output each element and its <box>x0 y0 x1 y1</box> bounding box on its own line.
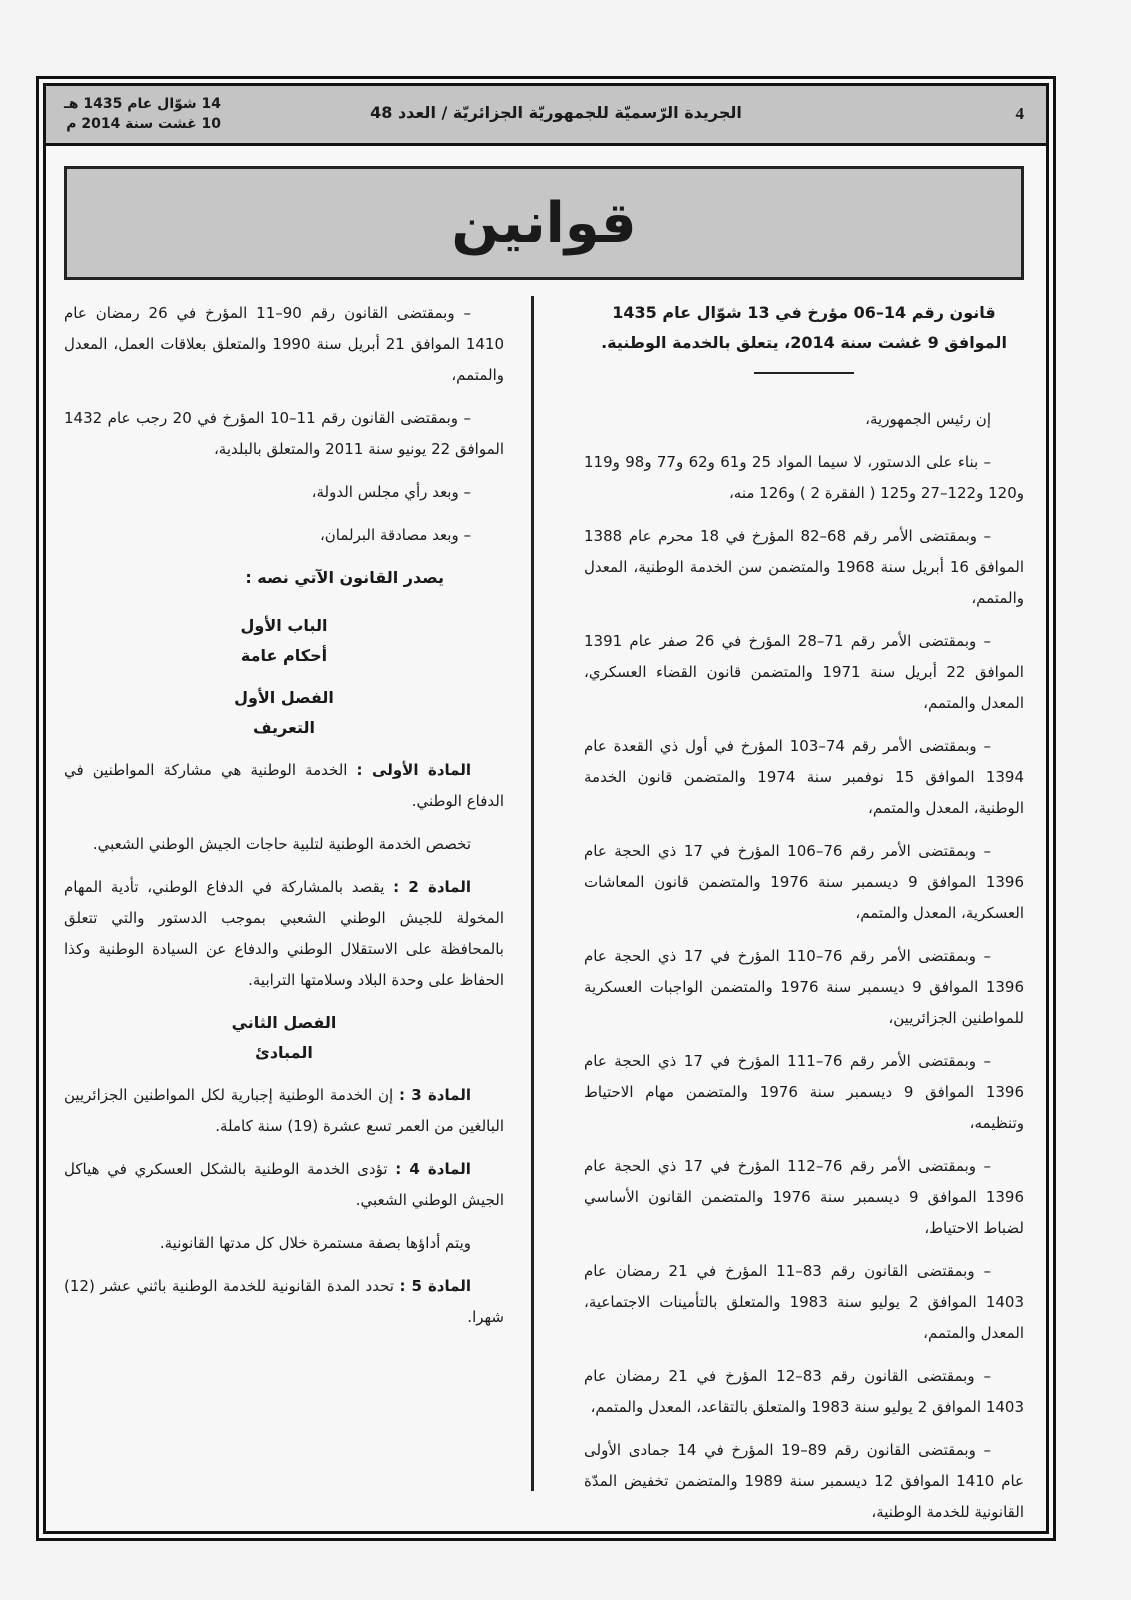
article-text: الخدمة الوطنية هي مشاركة المواطنين في الدفاع الوطني. <box>64 761 504 810</box>
preamble-paragraph: – وبمقتضى القانون رقم 90–11 المؤرخ في 26 رمضان عام 1410 الموافق 21 أبريل سنة 1990 والمتعلق بعلاقات العمل، المعدل والمتمم، <box>64 304 505 384</box>
article-label: المادة 3 : <box>399 1086 471 1104</box>
preamble-paragraph: – وبمقتضى الأمر رقم 68–82 المؤرخ في 18 محرم عام 1388 الموافق 16 أبريل سنة 1968 والمتضمن سن الخدمة الوطنية، المعدل والمتمم، <box>584 527 1024 607</box>
article-text: تؤدى الخدمة الوطنية بالشكل العسكري في هياكل الجيش الوطني الشعبي. <box>64 1160 504 1209</box>
page-inner-frame <box>43 83 1049 1534</box>
chapter-title: الفصل الثاني <box>231 1013 337 1032</box>
page-frame <box>36 76 1056 1541</box>
chapter-subtitle: المبادئ <box>255 1043 313 1062</box>
column-divider <box>531 296 534 1491</box>
chapter-title: الفصل الأول <box>234 688 334 707</box>
preamble-paragraph: – وبعد مصادقة البرلمان، <box>319 526 471 544</box>
article-4 <box>64 1154 504 1216</box>
article-label: المادة 4 : <box>395 1160 471 1178</box>
preamble-paragraph: – وبمقتضى القانون رقم 83–12 المؤرخ في 21 رمضان عام 1403 الموافق 2 يوليو سنة 1983 والمتعلق بالتقاعد، المعدل والمتمم، <box>584 1367 1024 1416</box>
article-label: المادة الأولى : <box>356 761 471 779</box>
left-column <box>64 298 504 1345</box>
article-3 <box>64 1080 504 1142</box>
part-title: الباب الأول <box>240 616 328 635</box>
article-label: المادة 2 : <box>393 878 471 896</box>
preamble-paragraph: – وبمقتضى الأمر رقم 76–106 المؤرخ في 17 ذي الحجة عام 1396 الموافق 9 ديسمبر سنة 1976 والمتضمن قانون المعاشات العسكرية، المعدل والمتمم، <box>584 842 1024 922</box>
date-gregorian: 10 غشت سنة 2014 م <box>66 116 222 132</box>
article-label: المادة 5 : <box>399 1277 471 1295</box>
preamble-paragraph: – وبمقتضى الأمر رقم 74–103 المؤرخ في أول ذي القعدة عام 1394 الموافق 15 نوفمبر سنة 1974 والمتضمن قانون الخدمة الوطنية، المعدل والمتمم، <box>584 737 1024 817</box>
preamble-paragraph: – بناء على الدستور، لا سيما المواد 25 و61 و62 و77 و98 و119 و120 و122–27 و125 ( الفقرة 2 ) و126 منه، <box>584 453 1024 502</box>
preamble-paragraph: – وبعد رأي مجلس الدولة، <box>311 483 471 501</box>
opening-line: إن رئيس الجمهورية، <box>865 410 991 428</box>
article-text: إن الخدمة الوطنية إجبارية لكل المواطنين الجزائريين البالغين من العمر تسع عشرة (19) سنة كاملة. <box>64 1086 504 1135</box>
part-heading <box>64 611 504 671</box>
article-text: يقصد بالمشاركة في الدفاع الوطني، تأدية المهام المخولة للجيش الوطني الشعبي بموجب الدستور والتي تتعلق بالمحافظة على الاستقلال الوطني والدفاع عن السيادة الوطنية وكذا الحفاظ على وحدة البلاد وسلامتها الترابية. <box>64 878 504 989</box>
preamble-paragraph: – وبمقتضى الأمر رقم 76–112 المؤرخ في 17 ذي الحجة عام 1396 الموافق 9 ديسمبر سنة 1976 والمتضمن القانون الأساسي لضباط الاحتياط، <box>584 1157 1024 1237</box>
article-4-extra: ويتم أداؤها بصفة مستمرة خلال كل مدتها القانونية. <box>159 1234 471 1252</box>
preamble-paragraph: – وبمقتضى القانون رقم 89–19 المؤرخ في 14 جمادى الأولى عام 1410 الموافق 12 ديسمبر سنة 1989 والمتضمن تخفيض المدّة القانونية للخدمة الوطنية، <box>584 1441 1025 1521</box>
right-column <box>584 298 1024 1540</box>
date-hijri: 14 شوّال عام 1435 هـ <box>64 96 222 112</box>
article-text: تحدد المدة القانونية للخدمة الوطنية باثني عشر (12) شهرا. <box>64 1277 504 1326</box>
gazette-title: الجريدة الرّسميّة للجمهوريّة الجزائريّة / العدد 48 <box>370 103 742 122</box>
section-title: قوانين <box>451 190 637 256</box>
article-2 <box>64 872 504 996</box>
title-rule <box>754 372 854 374</box>
part-subtitle: أحكام عامة <box>240 646 328 665</box>
preamble-paragraph: – وبمقتضى القانون رقم 11–10 المؤرخ في 20 رجب عام 1432 الموافق 22 يونيو سنة 2011 والمتعلق بالبلدية، <box>64 409 504 458</box>
law-title: قانون رقم 14–06 مؤرخ في 13 شوّال عام 1435 الموافق 9 غشت سنة 2014، يتعلق بالخدمة الوطنية. <box>601 303 1007 352</box>
gazette-header <box>46 86 1046 146</box>
preamble-paragraph: – وبمقتضى الأمر رقم 71–28 المؤرخ في 26 صفر عام 1391 الموافق 22 أبريل سنة 1971 والمتضمن قانون القضاء العسكري، المعدل والمتمم، <box>584 632 1024 712</box>
chapter-subtitle: التعريف <box>252 718 316 737</box>
preamble-paragraph: – وبمقتضى الأمر رقم 76–110 المؤرخ في 17 ذي الحجة عام 1396 الموافق 9 ديسمبر سنة 1976 والمتضمن الواجبات العسكرية للمواطنين الجزائريين، <box>584 947 1025 1027</box>
enactment-formula: يصدر القانون الآتي نصه : <box>245 568 444 587</box>
article-1 <box>64 755 504 817</box>
issue-date <box>64 94 221 134</box>
page-number: 4 <box>1015 104 1024 123</box>
article-1-extra: تخصص الخدمة الوطنية لتلبية حاجات الجيش الوطني الشعبي. <box>92 835 471 853</box>
article-5 <box>64 1271 504 1333</box>
preamble-paragraph: – وبمقتضى القانون رقم 83–11 المؤرخ في 21 رمضان عام 1403 الموافق 2 يوليو سنة 1983 والمتعلق بالتأمينات الاجتماعية، المعدل والمتمم، <box>584 1262 1024 1342</box>
chapter-heading <box>64 1008 504 1068</box>
section-banner <box>64 166 1024 280</box>
preamble-paragraph: – وبمقتضى الأمر رقم 76–111 المؤرخ في 17 ذي الحجة عام 1396 الموافق 9 ديسمبر سنة 1976 والمتضمن مهام الاحتياط وتنظيمه، <box>584 1052 1024 1132</box>
chapter-heading <box>64 683 504 743</box>
